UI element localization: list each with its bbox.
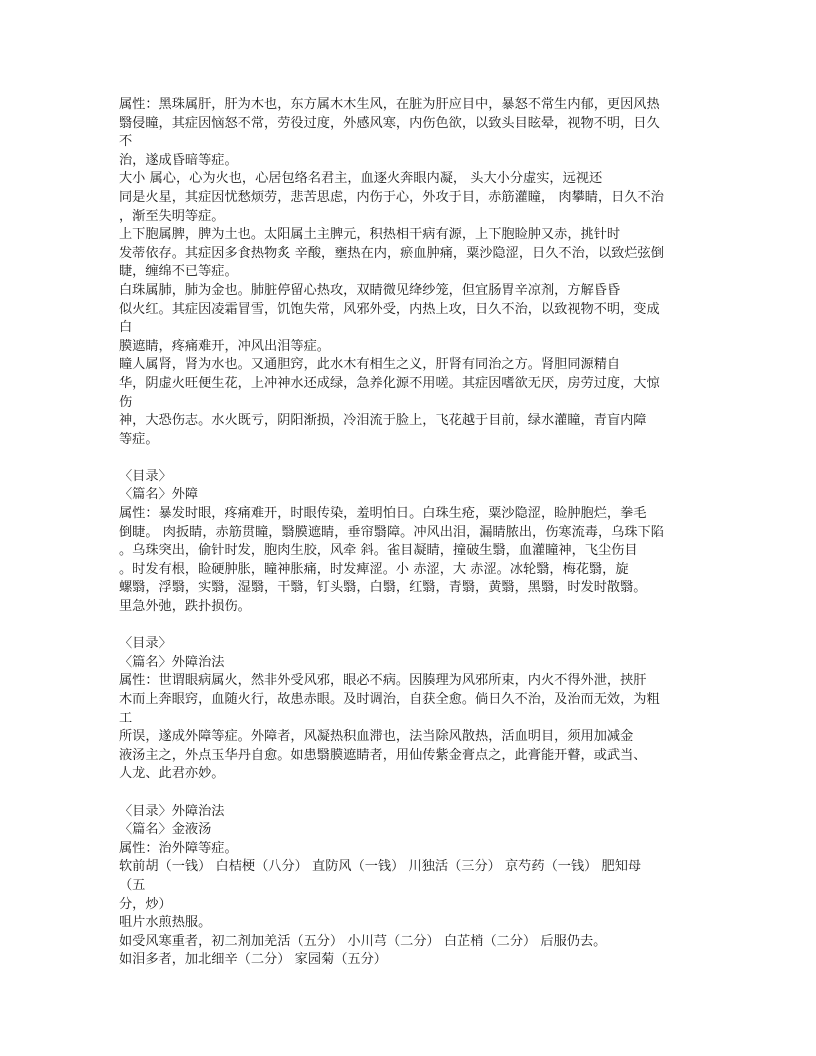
text-line: 同是火星，其症因忧愁烦劳，悲苦思虑，内伤于心，外攻于目，赤筋灌瞳， 肉攀睛，日久不治 — [119, 189, 664, 205]
text-line: 不 — [119, 134, 133, 150]
section-five-wheels — [119, 96, 719, 449]
text-line: 发蒂依存。其症因多食热物炙 辛酸，壅热在内，瘀血肿痛，粟沙隐涩，日久不治，以致烂弦倒 — [119, 245, 664, 261]
text-line: 属性：治外障等症。 — [119, 840, 238, 856]
text-line: 大小 属心，心为火也，心居包络名君主，血逐火奔眼内凝， 头大小分虚实，远视还 — [119, 171, 603, 187]
text-line: 人龙、此君亦妙。 — [119, 766, 225, 782]
document-page — [119, 96, 719, 970]
text-line: 如受风寒重者，初二剂加羌活（五分） 小川芎（二分） 白芷梢（二分） 后服仍去。 — [119, 933, 607, 949]
text-line: 治，遂成昏暗等症。 — [119, 152, 238, 168]
text-line: 白 — [119, 320, 133, 336]
text-line: 工 — [119, 710, 133, 726]
section-golden-liquid-decoction — [119, 803, 719, 970]
text-line: 翳侵瞳，其症因恼怒不常，劳役过度，外感风寒，内伤色欲，以致头目眩晕，视物不明，日久 — [119, 115, 660, 131]
text-line: 伤 — [119, 394, 133, 410]
catalog-heading: 〈目录〉外障治法 — [119, 803, 225, 819]
text-line: 神，大恐伤志。水火既亏，阴阳渐损，冷泪流于脸上，飞花越于目前，绿水灌瞳，青盲内障 — [119, 413, 647, 429]
text-line: 属性：世谓眼病属火，然非外受风邪，眼必不病。因腠理为风邪所束，内火不得外泄，挟肝 — [119, 673, 647, 689]
text-line: 里急外弛，跌扑损伤。 — [119, 599, 251, 615]
text-line: 瞳人属肾，肾为水也。又通胆窍，此水木有相生之义，肝肾有同治之方。肾胆同源精自 — [119, 357, 621, 373]
text-line: 液汤主之，外点玉华丹自愈。如患翳膜遮睛者，用仙传紫金膏点之，此膏能开瞽，或武当、 — [119, 747, 647, 763]
text-line: 咀片水煎热服。 — [119, 915, 212, 931]
section-spacer — [119, 449, 719, 468]
catalog-heading: 〈目录〉 — [119, 468, 172, 484]
text-line: 白珠属肺，肺为金也。肺脏停留心热攻，双睛微见绛纱笼，但宜肠胃辛凉剂，方解昏昏 — [119, 282, 621, 298]
text-line: 上下胞属脾，脾为土也。太阳属土主脾元，积热相干病有源，上下胞睑肿又赤，挑针时 — [119, 227, 621, 243]
text-line: 。时发有根，睑硬肿胀，瞳神胀痛，时发痺涩。小 赤涩，大 赤涩。冰轮翳，梅花翳，旋 — [119, 561, 629, 577]
text-line: 膜遮睛，疼痛难开，冲风出泪等症。 — [119, 338, 330, 354]
text-line: 如泪多者，加北细辛（二分） 家园菊（五分） — [119, 952, 387, 968]
chapter-title: 〈篇名〉外障 — [119, 487, 199, 503]
text-line: 螺翳，浮翳，实翳，湿翳，干翳，钉头翳，白翳，红翳，青翳，黄翳，黑翳，时发时散翳。 — [119, 580, 647, 596]
section-external-obstruction — [119, 468, 719, 617]
text-line: 似火红。其症因凌霜冒雪，饥饱失常，风邪外受，内热上攻，日久不治，以致视物不明，变成 — [119, 301, 660, 317]
section-treatment — [119, 635, 719, 784]
text-line: 所误，遂成外障等症。外障者，风凝热积血滞也，法当除风散热，活血明目，须用加减金 — [119, 729, 634, 745]
ingredient-line: （五 — [119, 877, 146, 893]
text-line: 华，阴虚火旺便生花，上冲神水还成绿，急养化源不用嗟。其症因嗜欲无厌，房劳过度，大惊 — [119, 375, 660, 391]
catalog-heading: 〈目录〉 — [119, 636, 172, 652]
text-line: ，渐至失明等症。 — [119, 208, 225, 224]
chapter-title: 〈篇名〉金液汤 — [119, 822, 212, 838]
section-spacer — [119, 784, 719, 803]
text-line: 等症。 — [119, 431, 159, 447]
text-line: 。乌珠突出，偷针时发，胞肉生胶，风牵 斜。雀目凝睛，撞破生翳，血灌瞳神，飞尘伤目 — [119, 543, 638, 559]
ingredient-line: 软前胡（一钱） 白桔梗（八分） 直防风（一钱） 川独活（三分） 京芍药（一钱） 肥知母 — [119, 859, 642, 875]
text-line: 睫，缠绵不已等症。 — [119, 264, 238, 280]
section-spacer — [119, 617, 719, 636]
text-line: 倒睫。 肉扳睛，赤筋贯瞳，翳膜遮睛，垂帘翳障。冲风出泪，漏睛脓出，伤寒流毒，乌珠下陷 — [119, 524, 664, 540]
text-line: 属性：暴发时眼，疼痛难开，时眼传染，羞明怕日。白珠生疮，粟沙隐涩，睑肿胞烂，拳毛 — [119, 506, 647, 522]
text-line: 属性：黑珠属肝，肝为木也，东方属木木生风，在脏为肝应目中，暴怒不常生内郁，更因风热 — [119, 97, 660, 112]
text-line: 木而上奔眼窍，血随火行，故患赤眼。及时调治，自获全愈。倘日久不治，及治而无效，为粗 — [119, 692, 660, 707]
ingredient-line: 分，炒） — [119, 896, 172, 912]
chapter-title: 〈篇名〉外障治法 — [119, 654, 225, 670]
